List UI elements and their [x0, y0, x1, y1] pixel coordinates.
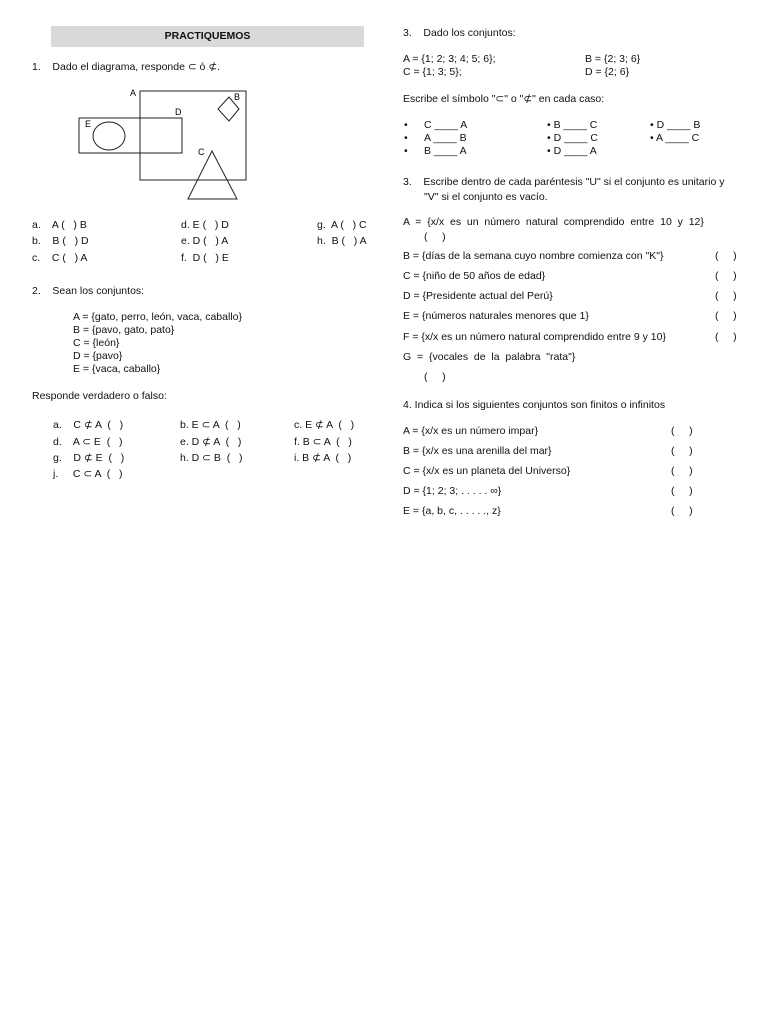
q1-item-h: h. B ( ) A	[317, 235, 367, 247]
q2-item-d: d. A ⊂ E ( )	[53, 436, 123, 448]
q3b-paren-g: ( )	[424, 371, 446, 383]
label-c: C	[198, 147, 205, 157]
q3b-item-e: E = {números naturales menores que 1}	[403, 310, 589, 322]
q2-item-f: f. B ⊂ A ( )	[294, 436, 352, 448]
bullet-icon: •	[404, 119, 408, 131]
q3b-item-f: F = {x/x es un número natural comprendido entre 9 y 10}	[403, 331, 666, 343]
q3-item-a-c: • A ____ C	[650, 132, 700, 144]
q3b-prompt-line2: "V" si el conjunto es vacío.	[424, 191, 548, 203]
q3-item-b-a: B ____ A	[424, 145, 467, 157]
q3-item-d-b: • D ____ B	[650, 119, 701, 131]
q3-item-a-b: A ____ B	[424, 132, 467, 144]
q4-prompt: 4. Indica si los siguientes conjuntos son finitos o infinitos	[403, 399, 666, 411]
q3b-prompt-line1: 3. Escribe dentro de cada paréntesis "U" si el conjunto es unitario y	[403, 176, 725, 188]
q3-item-d-c: • D ____ C	[547, 132, 598, 144]
q3-instruction: Escribe el símbolo "⊂" o "⊄" en cada caso:	[403, 93, 605, 105]
q3-item-c-a: C ____ A	[424, 119, 468, 131]
q3b-paren-e: ( )	[715, 310, 737, 322]
q2-set-a: A = {gato, perro, león, vaca, caballo}	[73, 311, 242, 323]
set-a-rectangle	[140, 91, 246, 180]
q4-paren-c: ( )	[671, 465, 693, 477]
q2-set-b: B = {pavo, gato, pato}	[73, 324, 175, 336]
q3-prompt: 3. Dado los conjuntos:	[403, 27, 516, 39]
q2-item-g: g. D ⊄ E ( )	[53, 452, 125, 464]
q2-set-d: D = {pavo}	[73, 350, 123, 362]
label-b: B	[234, 92, 241, 102]
set-d-rectangle	[79, 118, 182, 153]
q1-item-c: c. C ( ) A	[32, 252, 88, 264]
q4-item-d: D = {1; 2; 3; . . . . . ∞}	[403, 485, 502, 497]
q1-item-f: f. D ( ) E	[181, 252, 229, 264]
q1-item-a: a. A ( ) B	[32, 219, 87, 231]
q2-item-b: b. E ⊂ A ( )	[180, 419, 241, 431]
q3-set-b: B = {2; 3; 6}	[585, 53, 641, 65]
q1-item-b: b. B ( ) D	[32, 235, 89, 247]
q3-set-c: C = {1; 3; 5};	[403, 66, 462, 78]
q3b-paren-f: ( )	[715, 331, 737, 343]
q3b-item-c: C = {niño de 50 años de edad}	[403, 270, 546, 282]
q4-paren-a: ( )	[671, 425, 693, 437]
page-title: PRACTIQUEMOS	[51, 26, 364, 47]
q3-item-d-a: • D ____ A	[547, 145, 597, 157]
q4-item-e: E = {a, b, c, . . . . ., z}	[403, 505, 501, 517]
q2-item-c: c. E ⊄ A ( )	[294, 419, 355, 431]
bullet-icon: •	[404, 145, 408, 157]
q3b-item-g: G = {vocales de la palabra "rata"}	[403, 351, 576, 363]
bullet-icon: •	[404, 132, 408, 144]
q3-item-b-c: • B ____ C	[547, 119, 598, 131]
q1-prompt: 1. Dado el diagrama, responde ⊂ ó ⊄.	[32, 61, 221, 73]
q3b-paren-c: ( )	[715, 270, 737, 282]
q2-item-a: a. C ⊄ A ( )	[53, 419, 124, 431]
q3b-item-a: A = {x/x es un número natural comprendido entre 10 y 12}	[403, 216, 704, 228]
q2-set-e: E = {vaca, caballo}	[73, 363, 161, 375]
q2-item-j: j. C ⊂ A ( )	[53, 468, 123, 480]
q2-item-i: i. B ⊄ A ( )	[294, 452, 352, 464]
q3-set-a: A = {1; 2; 3; 4; 5; 6};	[403, 53, 496, 65]
q3b-item-d: D = {Presidente actual del Perú}	[403, 290, 553, 302]
label-d: D	[175, 107, 182, 117]
q2-prompt: 2. Sean los conjuntos:	[32, 285, 145, 297]
q4-item-a: A = {x/x es un número impar}	[403, 425, 539, 437]
q3b-paren-b: ( )	[715, 250, 737, 262]
q2-item-e: e. D ⊄ A ( )	[180, 436, 242, 448]
q1-item-g: g. A ( ) C	[317, 219, 367, 231]
q4-paren-d: ( )	[671, 485, 693, 497]
q4-paren-e: ( )	[671, 505, 693, 517]
q4-item-b: B = {x/x es una arenilla del mar}	[403, 445, 552, 457]
label-e: E	[85, 119, 92, 129]
set-e-ellipse	[93, 122, 125, 150]
q3-set-d: D = {2; 6}	[585, 66, 630, 78]
q3b-paren-a: ( )	[424, 231, 446, 243]
q4-item-c: C = {x/x es un planeta del Universo}	[403, 465, 571, 477]
label-a: A	[130, 88, 137, 98]
q3b-paren-d: ( )	[715, 290, 737, 302]
q2-item-h: h. D ⊂ B ( )	[180, 452, 243, 464]
q2-instruction: Responde verdadero o falso:	[32, 390, 167, 402]
q4-paren-b: ( )	[671, 445, 693, 457]
venn-diagram	[70, 85, 270, 205]
q1-item-d: d. E ( ) D	[181, 219, 229, 231]
q2-set-c: C = {león}	[73, 337, 120, 349]
set-c-triangle	[188, 151, 237, 199]
q1-item-e: e. D ( ) A	[181, 235, 229, 247]
q3b-item-b: B = {días de la semana cuyo nombre comienza con "K"}	[403, 250, 664, 262]
